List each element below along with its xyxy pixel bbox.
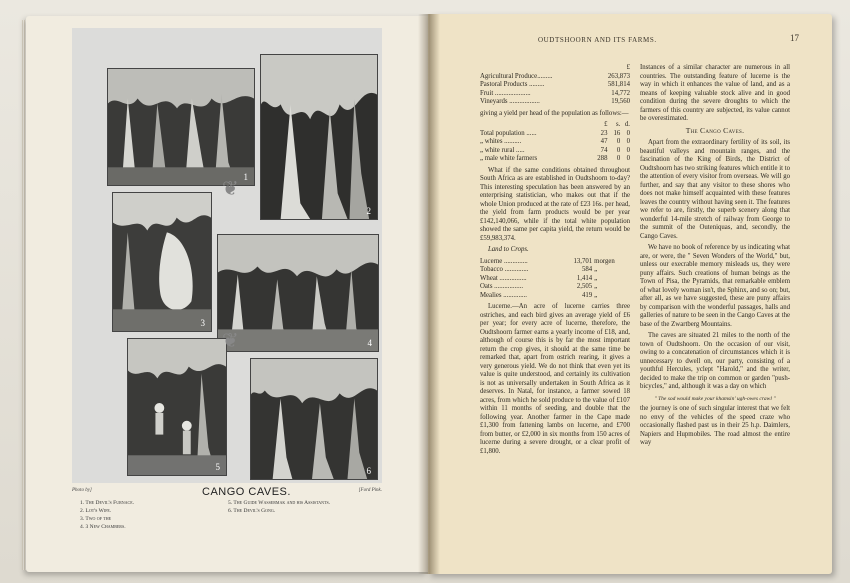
photo-number: 5: [215, 462, 220, 472]
row-value: 584: [581, 266, 593, 273]
paragraph-caves-location: The caves are situated 21 miles to the north of the town of Oudtshoorn. On the occasion of our visit, owing to a concatenation of circumstances which it is unnecessary to dwell on, our party, consisting of a youthful Hercules, yclept "Harold," and the writer, decided to make the trip on common or garden "push-bicycles," and, although it was a day on which: [640, 332, 790, 390]
row-unit: „: [594, 283, 598, 290]
row-value: 19,560: [611, 98, 630, 105]
column-header: s.: [615, 121, 621, 128]
paragraph-apart: Apart from the extraordinary fertility of its soil, its beautiful valleys and mountain ranges, and the fascination of the King of Birds, the District of Oudtshoorn has two striking features which entitle it to the attention of every visitor from overseas. We will go further, and say that any visitor to these shores who does not make himself acquainted with these features leaves the country without having seen it. The features we refer to are, firstly, the superb scenery along that wonderful 14-mile stretch of railway from George to the summit of the Outeniquas, and, secondly, the Cango Caves.: [640, 139, 790, 240]
row-label: Mealies ..............: [480, 291, 528, 299]
cave-photo-5: [127, 338, 227, 476]
table-row: [480, 98, 630, 107]
table-row: [480, 266, 630, 275]
paragraph-seven-wonders: We have no book of reference by us indicating what are, or were, the " Seven Wonders of the World," but, unless our execrable memory misleads us, they were puny affairs. Such creations of human beings as the Town of Pisa, the Pyramids, that remarkable emblem of what lovely woman isn't, the Sphinx, and so on; but, after all, as we have suggested, these are puny affairs by comparison with the wonderful passages, halls and galleries of nature to be seen in the Cango Caves at the base of the Zwartberg Mountains.: [640, 244, 790, 328]
cave-photo-2: [260, 54, 378, 220]
shillings: 0: [616, 138, 621, 145]
paragraph-journey: the journey is one of such singular interest that we felt no envy of the vehicles of the speed craze who occasionally flashed past us in their 25 h.p. Daimlers, Napiers and Hupmobiles. The road almost the entire way: [640, 405, 790, 446]
yield-intro: giving a yield per head of the population as follows:—: [480, 109, 629, 117]
row-value: 1,414: [576, 274, 593, 282]
row-value: 419: [581, 291, 593, 299]
pence: 0: [626, 138, 630, 145]
population-table: [480, 121, 630, 164]
photo-credit: Photo by]: [72, 488, 92, 493]
row-label: Agricultural Produce.........: [480, 72, 553, 80]
row-value: 13,701: [573, 257, 593, 265]
row-label: Pastoral Products .........: [480, 81, 545, 88]
plate-key-item: 1. The Devil's Furnace.: [80, 500, 135, 506]
pence: 0: [626, 155, 630, 162]
shillings: 16: [613, 129, 621, 137]
cave-photo-3: [112, 192, 212, 332]
plate-title: CANGO CAVES.: [202, 486, 291, 498]
paragraph-lucerne: Lucerne.—An acre of lucerne carries three ostriches, and each bird gives an average yield of £6 per year; for every acre of lucerne, therefore, the Oudtshoorn farmer earns a yearly income of £18, and, although of course this is by far the most important return the crop gives, it should at the same time be remarked that, apart from ostrich rearing, it gives a very generous yield. We do not think that even yet its value is quite understood, and certainly its cultivation is not as universally undertaken in South Africa as it deserves. In Natal, for instance, a farmer sowed 18 acres, from which he sold produce to the value of £107 within 11 months of seeding, and double that the following year. Another farmer in the Cape made £1,300 from fattening lambs on lucerne, and £700 from butter, or £2,000 in six months from 150 acres of lucerne during a severe drought, or a clear profit of £1,800.: [480, 303, 630, 455]
plate-key-item: 2. Lot's Wife.: [80, 508, 112, 514]
row-value: 2,505: [576, 283, 593, 290]
photo-number: 4: [367, 338, 372, 348]
row-label: „ male white farmers: [480, 155, 538, 162]
table-row: [480, 275, 630, 284]
row-label: Wheat ................: [480, 274, 527, 282]
pounds: 74: [600, 146, 608, 154]
pull-quote: " The sod would make your khamsin' ugh-owes crawl ": [654, 395, 776, 402]
plate-key-item: 4. 3 New Chambers.: [80, 524, 126, 530]
photo-number: 6: [366, 466, 371, 476]
table-row: [480, 130, 630, 139]
text-column-1: [480, 64, 630, 459]
land-heading: Land to Crops.: [488, 246, 529, 253]
pounds: 288: [597, 155, 608, 162]
photo-number: 2: [366, 206, 371, 216]
plate-key-column: [80, 500, 134, 532]
pence: 0: [626, 129, 630, 137]
section-heading: The Cango Caves.: [685, 125, 745, 135]
plate-key-item: 3. Two of the: [80, 516, 112, 522]
row-value: 14,772: [611, 89, 630, 97]
row-label: „ whites ..........: [480, 138, 522, 145]
row-label: „ white rural .....: [480, 146, 525, 154]
photo-number: 1: [243, 172, 248, 182]
row-value: 263,873: [607, 72, 630, 80]
table-row: [480, 283, 630, 292]
table-row: [480, 90, 630, 99]
photo-number: 3: [200, 318, 205, 328]
row-unit: „: [594, 291, 598, 299]
pence: 0: [626, 146, 630, 154]
photo-plate: [72, 28, 382, 483]
photographer-credit: [Ford Pink.: [358, 488, 382, 493]
shillings: 0: [616, 155, 621, 162]
cave-photo-6: [250, 358, 378, 480]
row-unit: morgen: [594, 257, 615, 265]
paragraph-instances: Instances of a similar character are numerous in all countries. The outstanding feature of lucerne is the way in which it enhances the value of land, and as a means of keeping valuable stock alive and in good condition during the severe droughts to which the farmers of this country are subjected, its value cannot be overestimated.: [640, 64, 790, 122]
table-row: [480, 155, 630, 164]
table-row: [480, 258, 630, 267]
land-table: [480, 258, 630, 301]
row-unit: „: [594, 274, 598, 282]
row-label: Vineyards ..................: [480, 98, 540, 105]
plate-key-item: 6. The Devil's Gong.: [228, 508, 276, 514]
running-head: OUDTSHOORN AND ITS FARMS.: [538, 36, 657, 44]
produce-table: [480, 64, 630, 107]
row-value: 581,814: [607, 81, 630, 88]
row-label: Fruit .....................: [480, 89, 531, 97]
plate-key-column: [228, 500, 330, 516]
cave-photo-1: [107, 68, 255, 186]
table-row: [480, 292, 630, 301]
table-row: [480, 81, 630, 90]
column-header: £: [604, 121, 608, 128]
column-header: d.: [624, 121, 630, 128]
table-row: [480, 147, 630, 156]
table-row: [480, 138, 630, 147]
ornament-scroll: ❦: [222, 176, 239, 200]
text-column-2: [640, 64, 790, 451]
ornament-scroll: ❦: [222, 328, 239, 352]
pounds: 47: [600, 138, 608, 145]
paragraph-what-if: What if the same conditions obtained throughout South Africa as are established in Oudtshoorn to-day? This interesting speculation has been answered by an enterprising statistician, who makes out that if the whole Union produced at the rate of £23 16s. per head, the yield from farm products would be per year £142,140,066, while if the total white population showed the same per capita yield, the return would be £59,983,374.: [480, 166, 630, 242]
book-gutter: [418, 14, 440, 574]
row-unit: „: [594, 266, 598, 273]
row-label: Total population ......: [480, 129, 537, 137]
row-label: Tobacco ..............: [480, 266, 529, 273]
currency-header: £: [626, 64, 630, 71]
page-number: 17: [790, 33, 799, 43]
cave-photo-4: [217, 234, 379, 352]
plate-key-item: 5. The Guide Wassermak and his Assistants.: [228, 500, 331, 506]
table-row: [480, 73, 630, 82]
pounds: 23: [600, 129, 608, 137]
row-label: Lucerne ..............: [480, 257, 528, 265]
shillings: 0: [616, 146, 621, 154]
row-label: Oats .................: [480, 283, 524, 290]
